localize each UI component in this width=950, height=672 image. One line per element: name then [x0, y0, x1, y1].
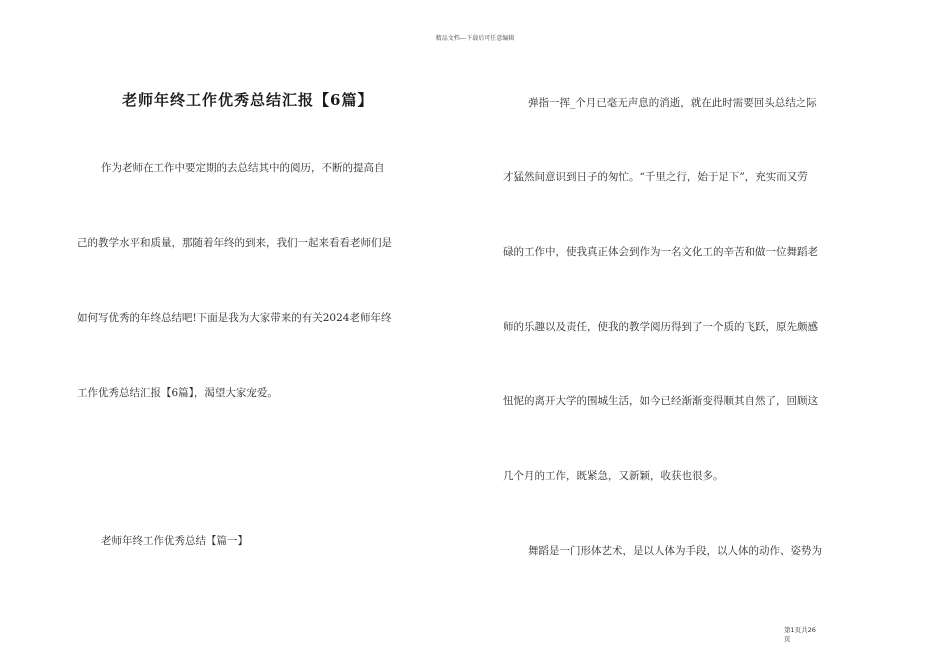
document-title: 老师年终工作优秀总结汇报【6篇】 [122, 91, 374, 109]
right-paragraph-line: 几个月的工作，既紧急，又新颖，收获也很多。 [503, 470, 724, 482]
right-paragraph-line: 碌的工作中，使我真正体会到作为一名文化工的辛苦和做一位舞蹈老 [503, 246, 818, 258]
left-paragraph-line: 如何写优秀的年终总结吧!下面是我为大家带来的有关2024老师年终 [77, 312, 392, 324]
right-paragraph-line: 舞蹈是一门形体艺术，是以人体为手段，以人体的动作、姿势为 [528, 545, 822, 557]
page-number-line: 第1页共26 [784, 626, 816, 634]
left-paragraph-line: 工作优秀总结汇报【6篇】，渴望大家宠爱。 [77, 387, 278, 399]
section-heading: 老师年终工作优秀总结【篇一】 [101, 535, 248, 547]
page-number-line: 页 [784, 635, 791, 643]
right-paragraph-line: 才猛然间意识到日子的匆忙。“千里之行，始于足下”，充实而又劳 [503, 171, 808, 183]
left-paragraph-line: 作为老师在工作中要定期的去总结其中的阅历，不断的提高自 [101, 162, 385, 174]
left-paragraph-line: 己的教学水平和质量，那随着年终的到来，我们一起来看看老师们是 [77, 237, 392, 249]
right-paragraph-line: 弹指一挥_个月已毫无声息的消逝，就在此时需要回头总结之际 [528, 97, 817, 109]
header-note: 精品文档---下载后可任意编辑 [435, 35, 515, 42]
right-paragraph-line: 忸怩的离开大学的围城生活，如今已经渐渐变得顺其自然了，回顾这 [503, 395, 818, 407]
page-number [784, 626, 834, 644]
right-paragraph-line: 师的乐趣以及责任，使我的教学阅历得到了一个质的飞跃，原先颇感 [503, 321, 818, 333]
